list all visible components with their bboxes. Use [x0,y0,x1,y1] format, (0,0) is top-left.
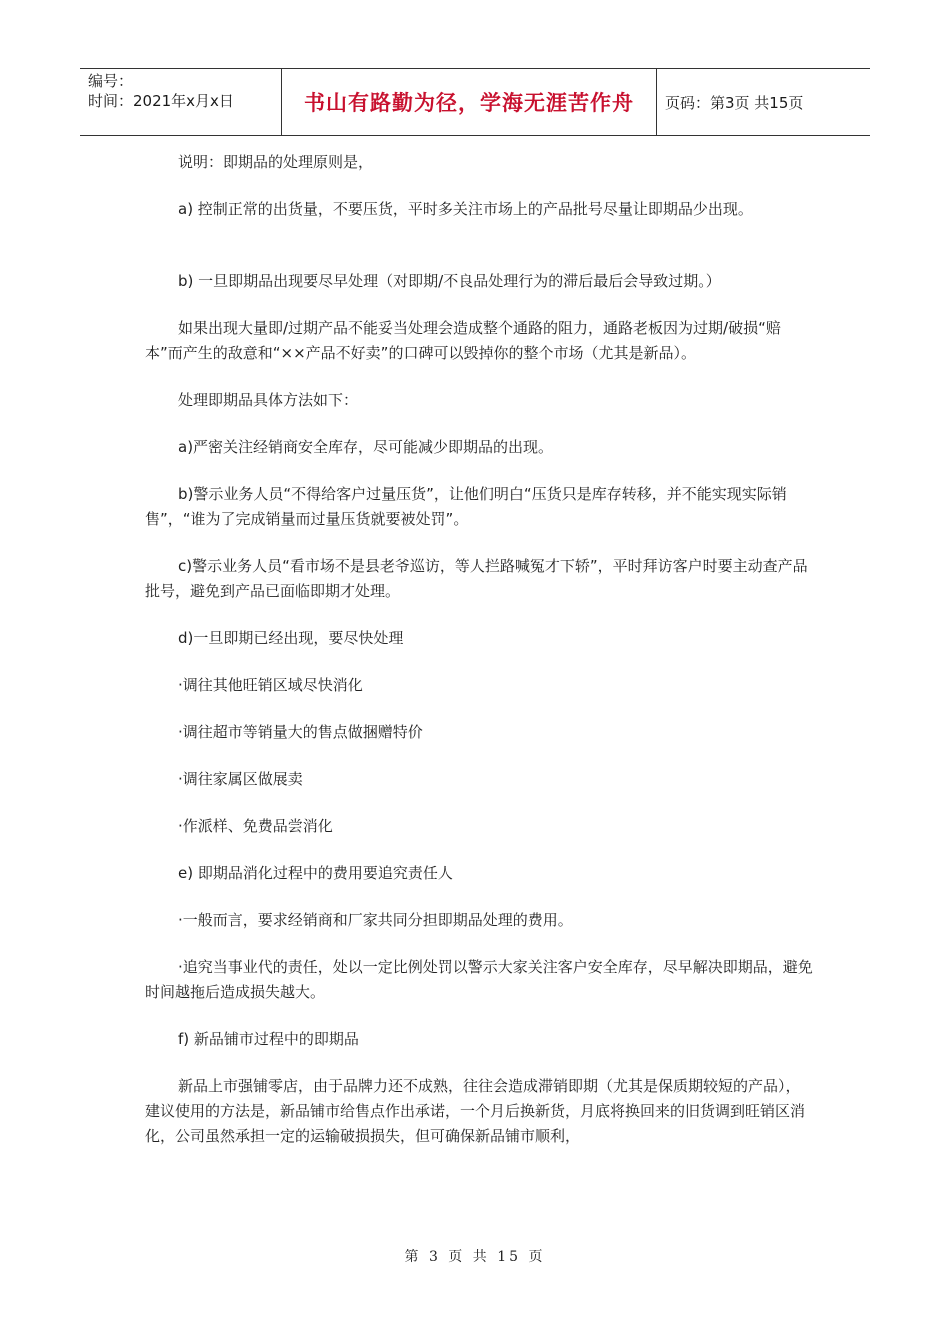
paragraph-method-c: c)警示业务人员“看市场不是县老爷巡访，等人拦路喊冤才下轿”，平时拜访客户时要主动查产品批号，避免到产品已面临即期才处理。 [145,557,808,600]
bullet-item: ·追究当事业代的责任，处以一定比例处罚以警示大家关注客户安全库存，尽早解决即期品，避免时间越拖后造成损失越大。 [145,958,813,1001]
paragraph-method-e: e) 即期品消化过程中的费用要追究责任人 [178,864,453,882]
header-page-info: 页码：第3页 共15页 [665,93,804,112]
document-body [145,150,813,1171]
bullet-item: ·一般而言，要求经销商和厂家共同分担即期品处理的费用。 [178,911,573,929]
paragraph-methods-heading: 处理即期品具体方法如下： [178,391,359,409]
paragraph-method-d: d)一旦即期已经出现，要尽快处理 [178,629,404,647]
paragraph-method-f: f) 新品铺市过程中的即期品 [178,1030,359,1048]
paragraph-risk: 如果出现大量即/过期产品不能妥当处理会造成整个通路的阻力，通路老板因为过期/破损“赔本”而产生的敌意和“××产品不好卖”的口碑可以毁掉你的整个市场（尤其是新品）。 [145,319,781,362]
bullet-item: ·作派样、免费品尝消化 [178,817,333,835]
page-footer: 第 3 页 共 15 页 [404,1249,546,1265]
bullet-item: ·调往其他旺销区域尽快消化 [178,676,363,694]
paragraph-principle-b: b) 一旦即期品出现要尽早处理（对即期/不良品处理行为的滞后最后会导致过期。） [178,272,721,290]
document-header [80,68,870,136]
document-number-label: 编号： [88,72,134,90]
header-motto: 书山有路勤为径，学海无涯苦作舟 [282,69,657,135]
bullet-item: ·调往家属区做展卖 [178,770,303,788]
document-time-label: 时间：2021年x月x日 [88,92,234,110]
paragraph-principle-a: a) 控制正常的出货量，不要压货，平时多关注市场上的产品批号尽量让即期品少出现。 [178,200,753,218]
paragraph-intro: 说明：即期品的处理原则是， [178,153,374,171]
paragraph-method-a: a)严密关注经销商安全库存，尽可能减少即期品的出现。 [178,438,554,456]
bullet-item: ·调往超市等销量大的售点做捆赠特价 [178,723,423,741]
paragraph-new-product: 新品上市强铺零店，由于品牌力还不成熟，往往会造成滞销即期（尤其是保质期较短的产品），建议使用的方法是，新品铺市给售点作出承诺，一个月后换新货，月底将换回来的旧货调到旺销区消化，公司虽然承担一定的运输破损损失，但可确保新品铺市顺利， [145,1077,806,1145]
header-meta-cell [80,69,282,135]
paragraph-method-b: b)警示业务人员“不得给客户过量压货”，让他们明白“压货只是库存转移，并不能实现实际销售”，“谁为了完成销量而过量压货就要被处罚”。 [145,485,787,528]
